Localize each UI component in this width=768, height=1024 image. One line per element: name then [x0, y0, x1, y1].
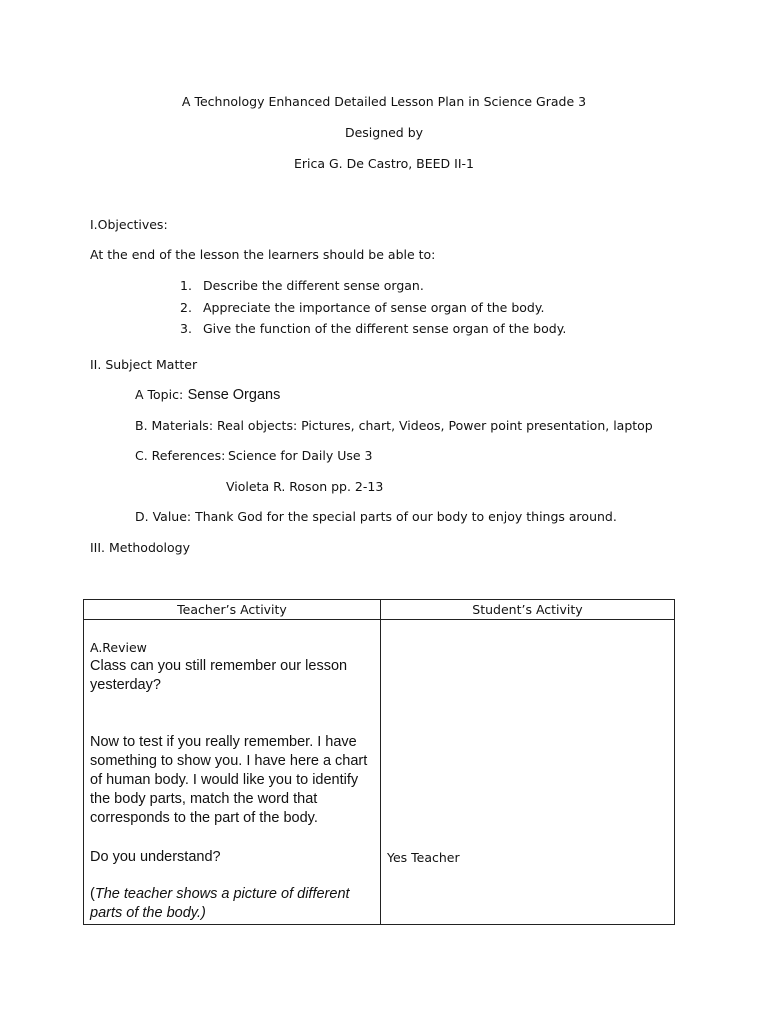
references-label: C. References:: [135, 448, 226, 463]
teacher-note: [90, 885, 374, 923]
methodology-heading: III. Methodology: [90, 540, 190, 555]
table-row: [84, 620, 675, 925]
teacher-activity-cell: [84, 620, 381, 925]
objectives-intro: At the end of the lesson the learners should be able to:: [90, 247, 436, 262]
objective-item: Give the function of the different sense organ of the body.: [203, 321, 567, 336]
objective-item: Describe the different sense organ.: [203, 278, 424, 293]
objectives-heading: I.Objectives:: [90, 217, 168, 232]
objective-item: Appreciate the importance of sense organ of the body.: [203, 300, 545, 315]
student-activity-header: Student’s Activity: [381, 600, 675, 620]
objective-number: 1.: [180, 278, 192, 293]
references-book: Science for Daily Use 3: [228, 448, 373, 463]
objective-number: 2.: [180, 300, 192, 315]
designed-by-label: Designed by: [344, 125, 424, 140]
teacher-question-1: Class can you still remember our lesson yesterday?: [90, 658, 348, 693]
topic-value: Sense Organs: [187, 387, 281, 403]
teacher-question-2: Do you understand?: [90, 849, 221, 865]
student-answer: Yes Teacher: [387, 850, 460, 865]
topic-label: A Topic:: [135, 387, 184, 402]
topic-line: [135, 386, 280, 404]
value-line: D. Value: Thank God for the special parts of our body to enjoy things around.: [135, 509, 617, 524]
author-line: Erica G. De Castro, BEED II-1: [293, 156, 474, 171]
materials-line: B. Materials: Real objects: Pictures, chart, Videos, Power point presentation, laptop: [135, 418, 653, 433]
student-activity-cell: [381, 620, 675, 925]
note-paren: (: [90, 886, 95, 902]
teacher-instruction: Now to test if you really remember. I have something to show you. I have here a chart of human body. I would like you to identify the body parts, match the word that corresponds to the part of the body.: [90, 734, 368, 826]
review-label: A.Review: [90, 640, 147, 655]
objective-number: 3.: [180, 321, 192, 336]
table-header-row: [84, 600, 675, 620]
note-text: The teacher shows a picture of different parts of the body.): [90, 886, 350, 921]
references-author: Violeta R. Roson pp. 2-13: [226, 479, 384, 494]
methodology-table: [83, 599, 675, 925]
document-title: A Technology Enhanced Detailed Lesson Plan in Science Grade 3: [181, 94, 587, 109]
teacher-activity-header: Teacher’s Activity: [84, 600, 381, 620]
subject-matter-heading: II. Subject Matter: [90, 357, 198, 372]
